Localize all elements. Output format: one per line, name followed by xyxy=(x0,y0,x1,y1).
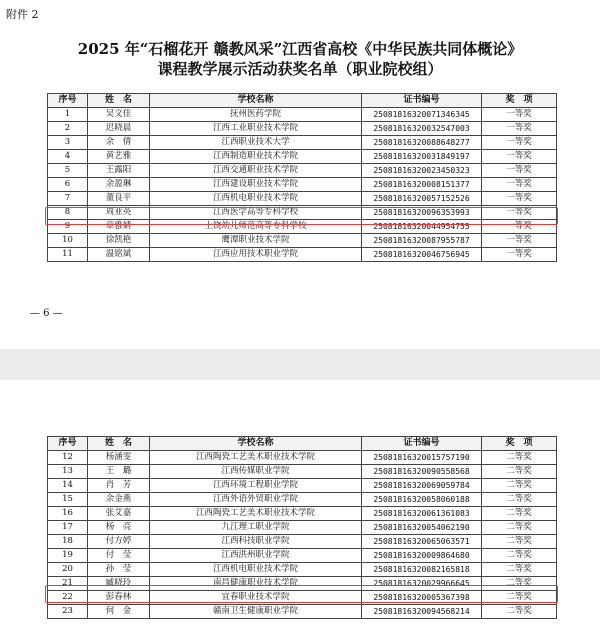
cell-school: 抚州医药学院 xyxy=(150,108,362,122)
cell-award: 二等奖 xyxy=(482,577,557,591)
cell-award: 一等奖 xyxy=(482,108,557,122)
header-award: 奖 项 xyxy=(482,437,557,451)
cell-name: 余 倩 xyxy=(88,136,150,150)
cell-index: 5 xyxy=(48,164,88,178)
cell-certificate: 25081816320046756945 xyxy=(362,248,482,262)
cell-name: 周亚英 xyxy=(88,206,150,220)
table-row xyxy=(48,136,557,150)
cell-index: 20 xyxy=(48,563,88,577)
table-row xyxy=(48,521,557,535)
cell-school: 江西机电职业技术学院 xyxy=(150,192,362,206)
cell-school: 江西科技职业学院 xyxy=(150,535,362,549)
cell-award: 二等奖 xyxy=(482,507,557,521)
cell-index: 15 xyxy=(48,493,88,507)
cell-award: 一等奖 xyxy=(482,248,557,262)
cell-school: 鹰潭职业技术学院 xyxy=(150,234,362,248)
cell-certificate: 25081816320005367398 xyxy=(362,591,482,605)
cell-index: 19 xyxy=(48,549,88,563)
cell-school: 江西交通职业技术学院 xyxy=(150,164,362,178)
table-row xyxy=(48,122,557,136)
cell-certificate: 25081816320054062190 xyxy=(362,521,482,535)
awards-table-page2 xyxy=(47,436,557,619)
header-name: 姓 名 xyxy=(88,94,150,108)
cell-name: 黄艺雅 xyxy=(88,150,150,164)
cell-certificate: 25081816320094568214 xyxy=(362,605,482,619)
cell-name: 徐凯艳 xyxy=(88,234,150,248)
cell-index: 9 xyxy=(48,220,88,234)
cell-certificate: 25081816320009864680 xyxy=(362,549,482,563)
cell-name: 王露阳 xyxy=(88,164,150,178)
cell-award: 一等奖 xyxy=(482,178,557,192)
table-row-highlighted xyxy=(48,563,557,577)
header-certificate: 证书编号 xyxy=(362,94,482,108)
table-row xyxy=(48,577,557,591)
cell-certificate: 25081816320015757190 xyxy=(362,451,482,465)
cell-index: 10 xyxy=(48,234,88,248)
awards-table-page1 xyxy=(47,93,557,262)
table-row xyxy=(48,591,557,605)
table-row xyxy=(48,549,557,563)
cell-school: 南昌健康职业技术学院 xyxy=(150,577,362,591)
cell-name: 肖 芳 xyxy=(88,479,150,493)
cell-award: 一等奖 xyxy=(482,122,557,136)
cell-school: 江西建设职业技术学院 xyxy=(150,178,362,192)
cell-award: 二等奖 xyxy=(482,493,557,507)
cell-school: 九江理工职业学院 xyxy=(150,521,362,535)
cell-school: 江西外语外贸职业学院 xyxy=(150,493,362,507)
cell-index: 3 xyxy=(48,136,88,150)
cell-name: 彭春林 xyxy=(88,591,150,605)
cell-certificate: 25081816320071346345 xyxy=(362,108,482,122)
cell-name: 孙 莹 xyxy=(88,563,150,577)
header-name: 姓 名 xyxy=(88,437,150,451)
cell-school: 江西医学高等专科学校 xyxy=(150,206,362,220)
cell-award: 一等奖 xyxy=(482,192,557,206)
cell-name: 王 璐 xyxy=(88,465,150,479)
table-row xyxy=(48,150,557,164)
cell-name: 付方婷 xyxy=(88,535,150,549)
cell-index: 17 xyxy=(48,521,88,535)
cell-certificate: 25081816320029966645 xyxy=(362,577,482,591)
cell-certificate: 25081816320096353993 xyxy=(362,206,482,220)
table-row xyxy=(48,234,557,248)
cell-index: 18 xyxy=(48,535,88,549)
cell-index: 2 xyxy=(48,122,88,136)
cell-index: 22 xyxy=(48,591,88,605)
cell-certificate: 25081816320088648277 xyxy=(362,136,482,150)
cell-certificate: 25081816320057152526 xyxy=(362,192,482,206)
cell-name: 余金燕 xyxy=(88,493,150,507)
table-row xyxy=(48,465,557,479)
cell-index: 12 xyxy=(48,451,88,465)
header-index: 序号 xyxy=(48,437,88,451)
cell-certificate: 25081816320090558568 xyxy=(362,465,482,479)
cell-name: 何 金 xyxy=(88,605,150,619)
cell-name: 温铭斌 xyxy=(88,248,150,262)
table-row xyxy=(48,605,557,619)
cell-index: 1 xyxy=(48,108,88,122)
cell-award: 二等奖 xyxy=(482,563,557,577)
cell-name: 迟晓晨 xyxy=(88,122,150,136)
table-row xyxy=(48,178,557,192)
cell-index: 6 xyxy=(48,178,88,192)
table-header-row xyxy=(48,437,557,451)
cell-award: 二等奖 xyxy=(482,605,557,619)
attachment-label: 附件 2 xyxy=(6,8,39,21)
cell-award: 一等奖 xyxy=(482,220,557,234)
cell-school: 江西机电职业技术学院 xyxy=(150,563,362,577)
page-number: — 6 — xyxy=(30,308,63,319)
cell-school: 江西工业职业技术学院 xyxy=(150,122,362,136)
cell-name: 余盈琳 xyxy=(88,178,150,192)
cell-award: 一等奖 xyxy=(482,234,557,248)
cell-certificate: 25081816320044954755 xyxy=(362,220,482,234)
table-row xyxy=(48,507,557,521)
cell-certificate: 25081816320069059784 xyxy=(362,479,482,493)
cell-name: 张艾嘉 xyxy=(88,507,150,521)
header-award: 奖 项 xyxy=(482,94,557,108)
cell-school: 宜春职业技术学院 xyxy=(150,591,362,605)
cell-school: 江西应用技术职业学院 xyxy=(150,248,362,262)
cell-certificate: 25081816320031849197 xyxy=(362,150,482,164)
table-row xyxy=(48,535,557,549)
cell-award: 二等奖 xyxy=(482,479,557,493)
header-certificate: 证书编号 xyxy=(362,437,482,451)
table-row-highlighted xyxy=(48,192,557,206)
cell-name: 杨 亮 xyxy=(88,521,150,535)
cell-award: 二等奖 xyxy=(482,521,557,535)
document-page-2 xyxy=(0,380,600,643)
cell-award: 一等奖 xyxy=(482,150,557,164)
table-row xyxy=(48,108,557,122)
cell-name: 吴文佳 xyxy=(88,108,150,122)
cell-certificate: 25081816320008151377 xyxy=(362,178,482,192)
cell-school: 赣南卫生健康职业学院 xyxy=(150,605,362,619)
cell-name: 臧晓玲 xyxy=(88,577,150,591)
header-index: 序号 xyxy=(48,94,88,108)
header-school: 学校名称 xyxy=(150,437,362,451)
cell-index: 23 xyxy=(48,605,88,619)
cell-award: 一等奖 xyxy=(482,206,557,220)
cell-name: 董良平 xyxy=(88,192,150,206)
cell-index: 21 xyxy=(48,577,88,591)
cell-index: 14 xyxy=(48,479,88,493)
table-header-row xyxy=(48,94,557,108)
cell-award: 二等奖 xyxy=(482,465,557,479)
cell-index: 4 xyxy=(48,150,88,164)
table-row xyxy=(48,451,557,465)
cell-index: 8 xyxy=(48,206,88,220)
cell-school: 江西职业技术大学 xyxy=(150,136,362,150)
document-title-line2: 课程教学展示活动获奖名单（职业院校组） xyxy=(157,60,443,78)
cell-award: 二等奖 xyxy=(482,591,557,605)
cell-award: 一等奖 xyxy=(482,164,557,178)
cell-certificate: 25081816320023450323 xyxy=(362,164,482,178)
table-row xyxy=(48,248,557,262)
cell-certificate: 25081816320082165818 xyxy=(362,563,482,577)
cell-school: 江西陶瓷工艺美术职业技术学院 xyxy=(150,451,362,465)
table-row xyxy=(48,164,557,178)
cell-index: 7 xyxy=(48,192,88,206)
header-school: 学校名称 xyxy=(150,94,362,108)
cell-school: 江西传媒职业学院 xyxy=(150,465,362,479)
cell-certificate: 25081816320087955787 xyxy=(362,234,482,248)
cell-certificate: 25081816320065063571 xyxy=(362,535,482,549)
table-row xyxy=(48,493,557,507)
table-row xyxy=(48,206,557,220)
cell-school: 江西环境工程职业学院 xyxy=(150,479,362,493)
table-row xyxy=(48,479,557,493)
cell-award: 一等奖 xyxy=(482,136,557,150)
cell-award: 二等奖 xyxy=(482,451,557,465)
document-title-line1: 2025 年“石榴花开 赣教风采”江西省高校《中华民族共同体概论》 xyxy=(77,40,523,58)
cell-award: 二等奖 xyxy=(482,549,557,563)
cell-index: 16 xyxy=(48,507,88,521)
cell-index: 11 xyxy=(48,248,88,262)
cell-name: 杨涵雯 xyxy=(88,451,150,465)
cell-award: 二等奖 xyxy=(482,535,557,549)
cell-certificate: 25081816320032547003 xyxy=(362,122,482,136)
cell-index: 13 xyxy=(48,465,88,479)
cell-certificate: 25081816320061361083 xyxy=(362,507,482,521)
cell-school: 江西洪州职业学院 xyxy=(150,549,362,563)
cell-school: 上饶幼儿师范高等专科学校 xyxy=(150,220,362,234)
cell-school: 江西制造职业技术学院 xyxy=(150,150,362,164)
cell-school: 江西陶瓷工艺美术职业技术学院 xyxy=(150,507,362,521)
cell-name: 章雅婧 xyxy=(88,220,150,234)
cell-name: 付 莹 xyxy=(88,549,150,563)
table-row xyxy=(48,220,557,234)
cell-certificate: 25081816320058060188 xyxy=(362,493,482,507)
